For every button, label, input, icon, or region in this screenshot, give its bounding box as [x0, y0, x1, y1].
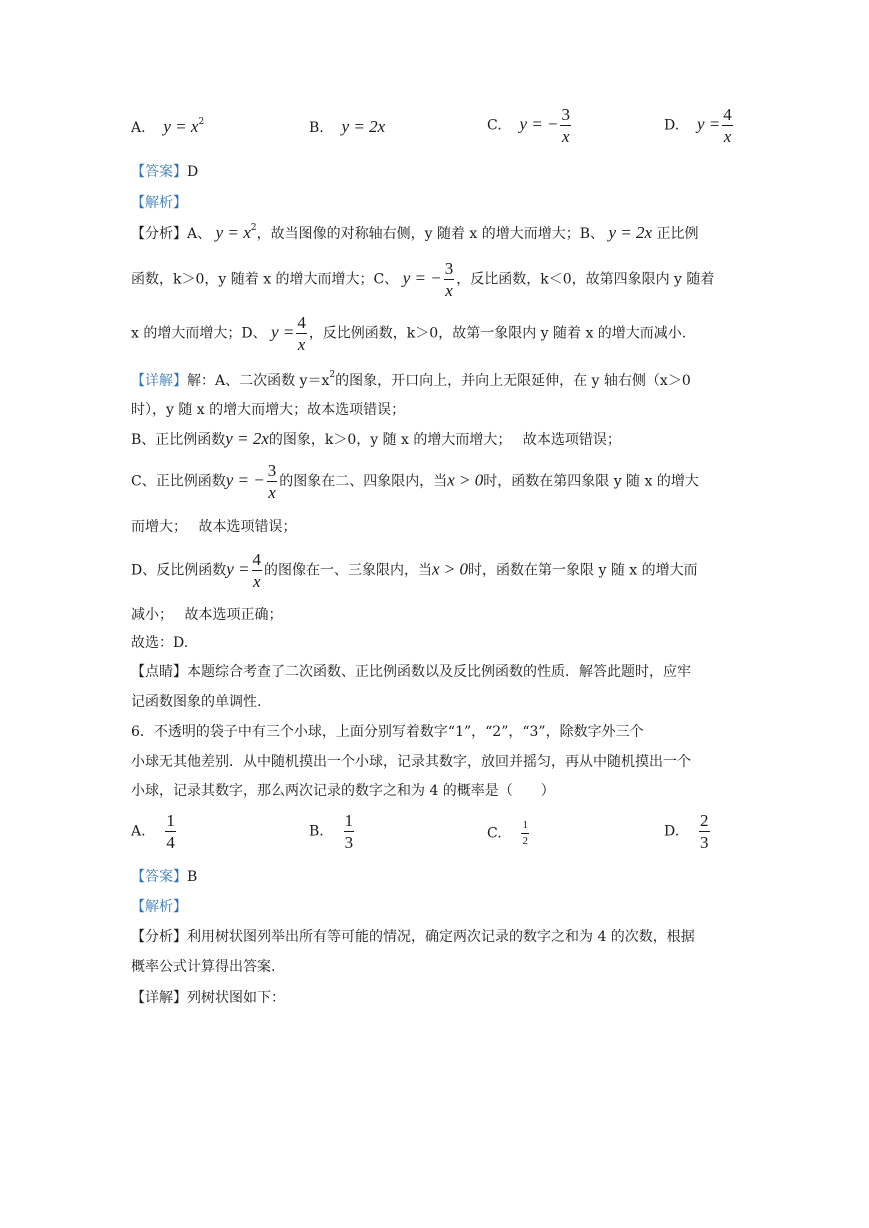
q5-analysis-heading — [131, 192, 187, 212]
fraction-numerator: 4 — [723, 105, 732, 124]
text: 减小； 故本选项正确； — [131, 607, 283, 623]
text: 而增大； 故本选项错误； — [131, 519, 297, 535]
q6-stem-line-1 — [131, 721, 644, 741]
question-text: 小球无其他差别．从中随机摸出一个小球，记录其数字，放回并摇匀，再从中随机摸出一个 — [131, 754, 691, 770]
option-expression: y = — [697, 114, 721, 134]
q6-fenxi-line-2 — [131, 956, 275, 976]
option-letter: A. — [131, 823, 146, 840]
text: B、正比例函数 — [131, 432, 226, 448]
option-letter: A. — [131, 120, 146, 136]
fraction-denominator: 3 — [700, 833, 709, 852]
text: ，反比函数，k＜0，故第四象限内 y 随着 — [456, 271, 715, 288]
fenxi-tag: 【分析】 — [131, 929, 187, 945]
answer-tag: 【答案】 — [131, 164, 187, 180]
fraction-denominator: x — [445, 281, 453, 300]
text: 利用树状图列举出所有等可能的情况，确定两次记录的数字之和为 4 的次数，根据 — [187, 929, 695, 945]
math-expr: x > 0 — [447, 470, 484, 490]
fraction-denominator: x — [723, 127, 732, 146]
math-expr: x — [243, 223, 251, 242]
text: 解：A、二次函数 y＝x — [187, 373, 330, 389]
fraction-numerator: 2 — [700, 811, 709, 830]
text: 时，函数在第四象限 y 随 x 的增大 — [483, 473, 699, 490]
text: 的图象，开口向上，并向上无限延伸，在 y 轴右侧（x＞0 — [335, 373, 691, 389]
answer-tag: 【答案】 — [131, 869, 187, 885]
q5-dianjing-line-1 — [131, 661, 691, 681]
fraction-denominator: x — [297, 335, 306, 354]
text: 时），y 随 x 的增大而增大；故本选项错误； — [131, 402, 406, 418]
q6-option-d — [664, 812, 712, 851]
q5-option-b — [309, 117, 385, 137]
question-text: 6．不透明的袋子中有三个小球，上面分别写着数字“1”，“2”，“3”，除数字外三个 — [131, 724, 644, 740]
option-letter: B. — [309, 823, 324, 840]
fraction-numerator: 3 — [267, 461, 277, 480]
fraction-numerator: 1 — [166, 811, 175, 830]
text: 正比例 — [656, 226, 699, 242]
math-expr: y = — [215, 223, 239, 242]
math-expr: x > 0 — [432, 559, 469, 579]
q6-analysis-heading — [131, 896, 187, 916]
q5-detail-line-1 — [131, 370, 691, 390]
answer-value: D — [187, 164, 199, 180]
option-expression: y = x — [163, 117, 199, 136]
q6-fenxi-line-1 — [131, 926, 695, 946]
q5-answer-line — [131, 161, 198, 181]
superscript: 2 — [250, 223, 257, 233]
text: C、正比例函数 — [131, 473, 226, 490]
detail-tag: 【详解】 — [131, 990, 187, 1006]
q5-option-c — [487, 106, 573, 145]
q5-detail-b — [131, 429, 621, 449]
text: 的图象，k＞0，y 随 x 的增大而增大； 故本选项错误； — [268, 432, 621, 448]
q5-option-a — [131, 117, 204, 137]
q6-option-b — [309, 812, 356, 851]
q6-option-a — [131, 812, 178, 851]
text: 的图象在二、四象限内，当 — [279, 473, 448, 490]
fraction-numerator: 1 — [344, 811, 354, 830]
dianjing-tag: 【点睛】 — [131, 664, 187, 680]
text: 故选：D. — [131, 635, 189, 651]
fraction-denominator: x — [561, 127, 570, 146]
q5-detail-c-cont — [131, 516, 296, 536]
fraction-numerator: 3 — [561, 105, 570, 124]
analysis-tag: 【解析】 — [131, 899, 187, 915]
math-expr: y = — [271, 322, 295, 342]
q5-detail-c — [131, 462, 699, 501]
text: ，反比例函数，k＞0，故第一象限内 y 随着 x 的增大而减小. — [308, 325, 687, 342]
q5-detail-d-cont — [131, 604, 282, 624]
q5-detail-line-2 — [131, 399, 405, 419]
math-expr: y = 2x — [225, 429, 269, 448]
math-expr: y = − — [402, 268, 442, 288]
text: 时，函数在第一象限 y 随 x 的增大而 — [468, 562, 698, 579]
fraction-denominator: x — [252, 572, 261, 591]
text: 记函数图象的单调性. — [131, 694, 262, 710]
fraction-denominator: 2 — [522, 835, 528, 847]
option-expression: y = 2x — [341, 117, 386, 136]
fraction-numerator: 4 — [252, 550, 262, 569]
answer-value: B — [187, 869, 198, 885]
text: ，故当图像的对称轴右侧，y 随着 x 的增大而增大；B、 — [256, 226, 605, 242]
q5-fenxi-line-1 — [131, 223, 699, 243]
q6-answer-line — [131, 866, 197, 886]
option-letter: D. — [664, 823, 680, 840]
text: A、 — [187, 226, 212, 242]
option-expression: y = − — [519, 114, 559, 134]
math-expr: y = — [226, 559, 250, 579]
analysis-tag: 【解析】 — [131, 195, 187, 211]
detail-tag: 【详解】 — [131, 373, 187, 389]
text: 列树状图如下： — [187, 990, 285, 1006]
fraction-denominator: 4 — [166, 833, 175, 852]
superscript: 2 — [329, 370, 336, 380]
text: 概率公式计算得出答案. — [131, 959, 276, 975]
fraction-denominator: 3 — [344, 833, 354, 852]
q5-choose — [131, 632, 188, 652]
option-letter: C. — [487, 825, 502, 842]
option-letter: C. — [487, 117, 502, 134]
q5-dianjing-line-2 — [131, 691, 261, 711]
math-expr: y = − — [225, 470, 265, 490]
q6-stem-line-3 — [131, 780, 555, 800]
q5-detail-d — [131, 551, 698, 590]
text: 的图像在一、三象限内，当 — [264, 562, 433, 579]
q5-option-d — [664, 106, 735, 145]
superscript: 2 — [198, 117, 205, 127]
q5-fenxi-line-3 — [131, 314, 686, 353]
text: x 的增大而增大；D、 — [131, 325, 267, 342]
q6-stem-line-2 — [131, 751, 691, 771]
text: 函数，k＞0，y 随着 x 的增大而增大；C、 — [131, 271, 399, 288]
text: 本题综合考查了二次函数、正比例函数以及反比例函数的性质．解答此题时，应牢 — [187, 664, 691, 680]
q6-option-c — [487, 820, 531, 847]
fraction-numerator: 3 — [444, 259, 454, 278]
question-text: 小球，记录其数字，那么两次记录的数字之和为 4 的概率是（ ） — [131, 783, 555, 799]
math-expr: y = 2x — [608, 223, 653, 242]
q6-detail-line — [131, 987, 285, 1007]
fraction-numerator: 4 — [297, 313, 306, 332]
option-letter: D. — [664, 117, 680, 134]
fraction-numerator: 1 — [521, 820, 529, 834]
fenxi-tag: 【分析】 — [131, 226, 187, 242]
fraction-denominator: x — [268, 483, 276, 502]
text: D、反比例函数 — [131, 562, 227, 579]
option-letter: B. — [309, 120, 324, 136]
q5-fenxi-line-2 — [131, 260, 714, 299]
